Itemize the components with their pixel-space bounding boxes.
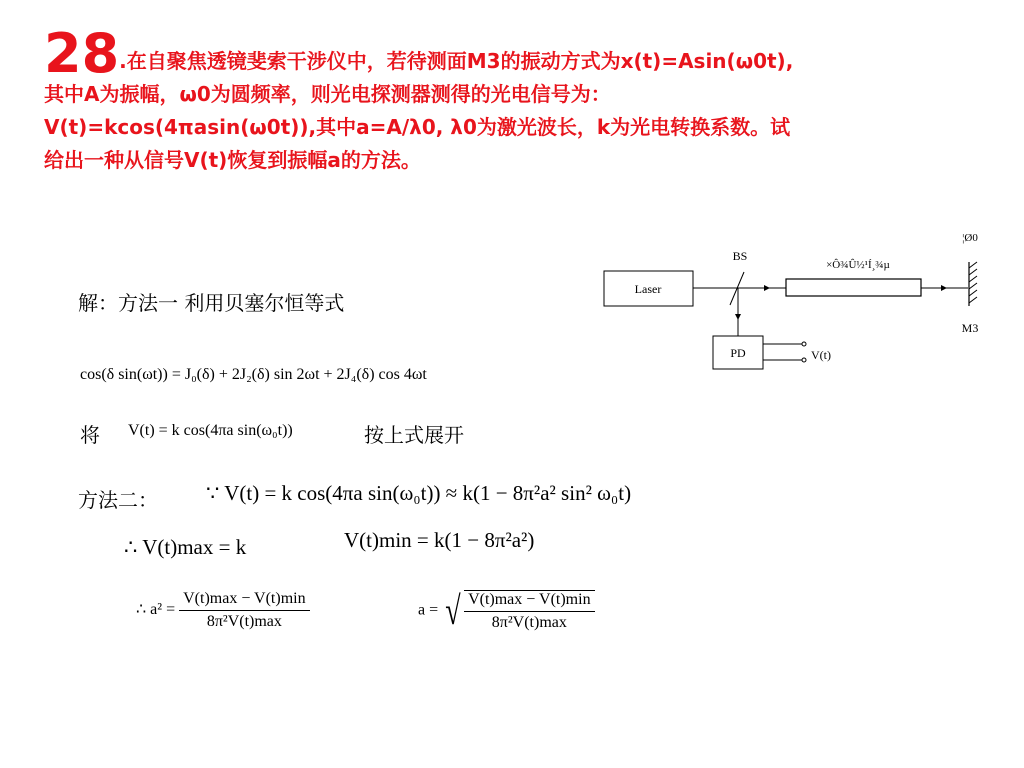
- a-numerator: V(t)max − V(t)min: [464, 591, 594, 612]
- method1-title: 解：方法一 利用贝塞尔恒等式: [78, 291, 345, 315]
- laser-label: Laser: [634, 282, 662, 296]
- a-formula: [418, 590, 595, 632]
- vmin-equation: V(t)min = k(1 − 8π²a²): [344, 528, 535, 552]
- problem-line-4: 给出一种从信号V(t)恢复到振幅a的方法。: [44, 148, 421, 172]
- a-squared-fraction: [179, 590, 309, 631]
- a-fraction: [464, 590, 594, 632]
- a-denominator: 8π²V(t)max: [491, 614, 567, 631]
- problem-line-1: .在自聚焦透镜斐索干涉仪中，若待测面M3的振动方式为x(t)=Asin(ω0t),: [119, 49, 794, 73]
- problem-line-2: 其中A为振幅，ω0为圆频率，则光电探测器测得的光电信号为：: [44, 82, 611, 106]
- vmax-equation: ∴ V(t)max = k: [124, 535, 247, 559]
- expand-text: 按上式展开: [364, 423, 464, 447]
- problem-line-3: V(t)=kcos(4πasin(ω0t)),其中a=A/λ0, λ0为激光波长，k为光电转换系数。试: [44, 115, 791, 139]
- pd-label: PD: [730, 346, 746, 360]
- problem-statement: [44, 22, 1004, 177]
- method2-label: 方法二：: [78, 488, 158, 512]
- vt-expression: V(t) = k cos(4πa sin(ω₀t)): [128, 422, 293, 439]
- problem-number: 28: [44, 22, 120, 85]
- a-squared-numerator: V(t)max − V(t)min: [179, 590, 309, 611]
- a-squared-prefix: ∴ a² =: [136, 601, 176, 619]
- sqrt-icon: √: [445, 588, 461, 633]
- beam-splitter: [730, 272, 744, 305]
- a-squared-formula: [136, 590, 310, 631]
- approx-equation: ∵ V(t) = k cos(4πa sin(ω₀t)) ≈ k(1 − 8π²a² sin² ω₀t): [206, 481, 632, 505]
- bs-label: BS: [732, 249, 748, 263]
- m3-label: M3: [961, 321, 979, 335]
- bessel-identity: [80, 366, 427, 384]
- laser-box: [604, 271, 693, 306]
- a-prefix: a =: [418, 601, 439, 619]
- lens-rect: [786, 279, 921, 296]
- jiang-label: 将: [80, 423, 100, 447]
- lens-label: ×Ô¾Û½¹Í¸¾µ: [826, 259, 890, 271]
- a-squared-denominator: 8π²V(t)max: [206, 613, 282, 630]
- bessel-identity-text: cos(δ sin(ωt)) = J₀(δ) + 2J₂(δ) sin 2ωt + 2J₄(δ) cos 4ωt: [80, 366, 427, 383]
- mirror-top-label: ¦Ø0: [962, 232, 978, 244]
- vt-label: V(t): [811, 348, 831, 362]
- pd-box: [713, 336, 763, 369]
